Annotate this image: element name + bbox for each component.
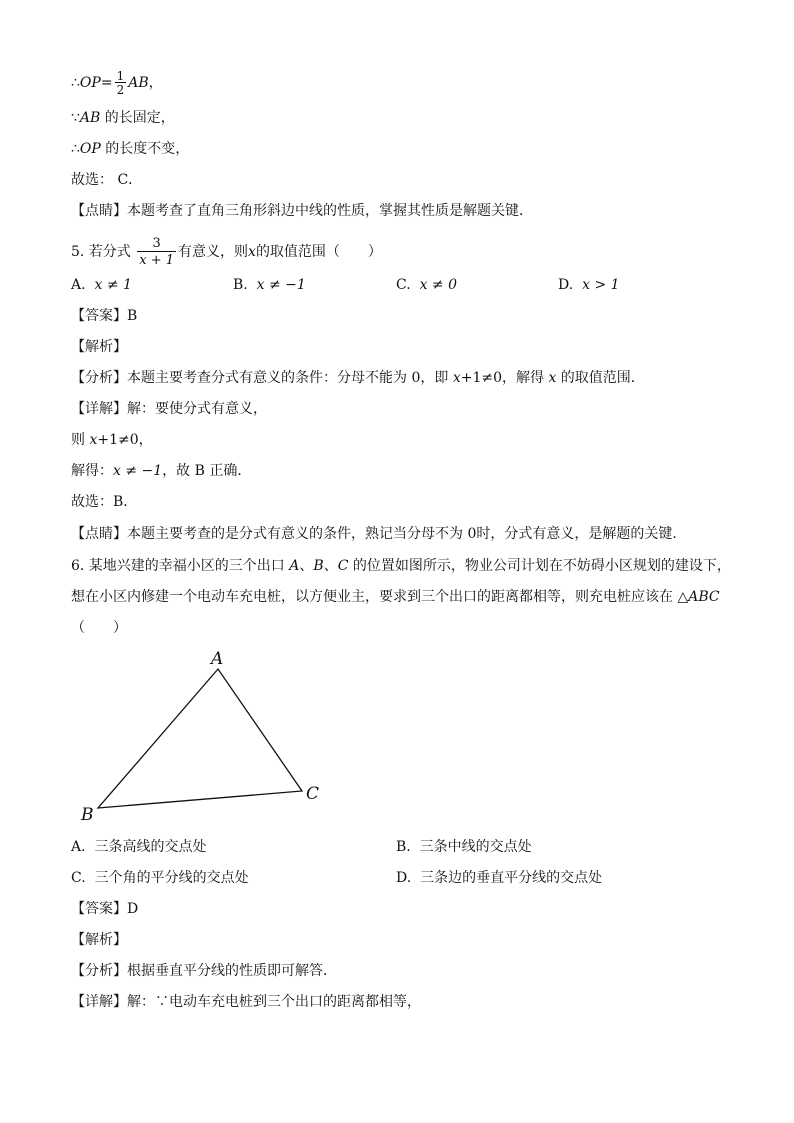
step-text: +1≠0，: [97, 432, 153, 448]
option-text: 三个角的平分线的交点处: [94, 870, 249, 886]
fraction-numerator: 3: [152, 236, 161, 251]
q6-xiangjie: [71, 992, 421, 1012]
equals-sign: =: [100, 75, 113, 91]
answer-tag: 【答案】: [71, 901, 127, 917]
var-x: x: [248, 244, 256, 260]
triangle-figure: [70, 648, 340, 826]
option-text: 三条高线的交点处: [94, 839, 207, 855]
answer-value: D: [127, 901, 139, 917]
var-ab: AB: [79, 110, 101, 126]
q6-option-b: [396, 837, 532, 857]
triangle-name: ABC: [688, 589, 720, 605]
stem-text: 6. 某地兴建的幸福小区的三个出口: [71, 558, 290, 574]
var-x: x: [452, 370, 461, 386]
option-letter: C.: [71, 870, 86, 886]
q5-fraction: [137, 236, 176, 268]
q5-dianjing: [71, 524, 686, 544]
q6-fenxi: [71, 961, 337, 981]
q6-option-a: [71, 837, 206, 857]
q5-ze: [71, 430, 153, 450]
q5-option-d: [558, 275, 620, 295]
q5-option-c: [396, 275, 457, 295]
comma: ，: [148, 75, 163, 91]
var-x: x: [89, 432, 98, 448]
option-letter: D.: [558, 277, 574, 293]
q5-xiangjie: [71, 399, 267, 419]
fraction-denominator: 2: [116, 83, 125, 97]
xiangjie-text: 解：要使分式有意义，: [127, 401, 267, 417]
var-op: OP: [79, 141, 101, 157]
therefore-symbol: ∴: [71, 141, 80, 157]
q5-option-b: [233, 275, 306, 295]
fenxi-text: +1≠0，解得: [460, 370, 549, 386]
var-op: OP: [79, 75, 101, 91]
fraction-numerator: 1: [116, 69, 125, 83]
label-b: B: [81, 805, 94, 825]
because-symbol: ∵: [71, 110, 80, 126]
triangle-abc: [98, 669, 302, 808]
q5-choose: 故选：B．: [71, 494, 138, 510]
option-letter: D.: [396, 870, 412, 886]
stem-text: 的位置如图所示，物业公司计划在不妨碍小区规划的建设下，: [348, 558, 731, 574]
q5-fenxi: [71, 368, 645, 388]
point-b: B: [313, 558, 324, 574]
option-letter: A.: [71, 277, 86, 293]
separator: 、: [323, 558, 338, 574]
label-c: C: [306, 784, 320, 804]
dianjing-text: 本题主要考查的是分式有意义的条件，熟记当分母不为 0时，分式有意义，是解题的关键．: [127, 526, 687, 542]
stem-text: 想在小区内修建一个电动车充电桩，以方便业主，要求到三个出口的距离都相等，则充电桩应该在: [71, 589, 678, 605]
step-text: 则: [71, 432, 90, 448]
answer-value: B: [127, 308, 138, 324]
fenxi-text: 根据垂直平分线的性质即可解答．: [127, 963, 337, 979]
q6-stem-line2: [71, 587, 720, 607]
separator: 、: [299, 558, 314, 574]
step-text: 的长固定，: [100, 110, 175, 126]
option-letter: B.: [233, 277, 248, 293]
q6-option-d: [396, 868, 602, 888]
step-text: 解得：: [71, 463, 113, 479]
fenxi-text: 本题主要考查分式有意义的条件：分母不能为 0，即: [127, 370, 453, 386]
fenxi-text: 的取值范围．: [556, 370, 645, 386]
q6-stem-line3: （ ）: [71, 620, 127, 636]
step-text: ，故 B 正确．: [162, 463, 252, 479]
dianjing-tag: 【点睛】: [71, 203, 127, 219]
step-op-unchanged: [71, 139, 189, 159]
xiangjie-tag: 【详解】: [71, 994, 127, 1010]
fenxi-tag: 【分析】: [71, 963, 127, 979]
q6-answer: [71, 899, 138, 919]
fraction-denominator: x + 1: [139, 253, 175, 268]
point-c: C: [337, 558, 349, 574]
option-text: x ≠ −1: [256, 277, 306, 293]
step-op-half-ab: [71, 70, 163, 96]
q4-dianjing: [71, 201, 533, 221]
solution-inequality: x ≠ −1: [113, 463, 163, 479]
option-text: x ≠ 1: [94, 277, 132, 293]
option-text: x ≠ 0: [419, 277, 458, 293]
q6-analysis-tag: 【解析】: [71, 932, 127, 948]
option-text: 三条边的垂直平分线的交点处: [420, 870, 603, 886]
therefore-symbol: ∴: [71, 75, 80, 91]
triangle-symbol: △: [677, 589, 689, 605]
fraction-one-half: [115, 70, 127, 96]
q5-option-a: [71, 275, 132, 295]
fenxi-tag: 【分析】: [71, 370, 127, 386]
q4-choose: 故选： C．: [71, 172, 143, 188]
q5-suffix: 的取值范围（ ）: [255, 244, 382, 260]
q6-option-c: [71, 868, 249, 888]
option-letter: A.: [71, 839, 86, 855]
answer-tag: 【答案】: [71, 308, 127, 324]
q6-stem-line1: [71, 556, 731, 576]
option-text: 三条中线的交点处: [419, 839, 532, 855]
option-text: x > 1: [582, 277, 620, 293]
dianjing-text: 本题考查了直角三角形斜边中线的性质，掌握其性质是解题关键．: [127, 203, 533, 219]
point-a: A: [289, 558, 300, 574]
option-letter: C.: [396, 277, 411, 293]
q5-stem: [71, 236, 382, 268]
q5-answer: [71, 306, 137, 326]
xiangjie-tag: 【详解】: [71, 401, 127, 417]
dianjing-tag: 【点睛】: [71, 526, 127, 542]
q5-prefix: 5. 若分式: [71, 244, 136, 260]
q5-analysis-tag: 【解析】: [71, 339, 127, 355]
var-x: x: [548, 370, 557, 386]
var-ab: AB: [128, 75, 149, 91]
xiangjie-text: 解：∵电动车充电桩到三个出口的距离都相等，: [127, 994, 421, 1010]
q5-mid: 有意义，则: [178, 244, 249, 260]
step-ab-fixed: [71, 108, 175, 128]
option-letter: B.: [396, 839, 411, 855]
label-a: A: [211, 649, 224, 669]
q5-jiede: [71, 461, 251, 481]
step-text: 的长度不变，: [100, 141, 190, 157]
